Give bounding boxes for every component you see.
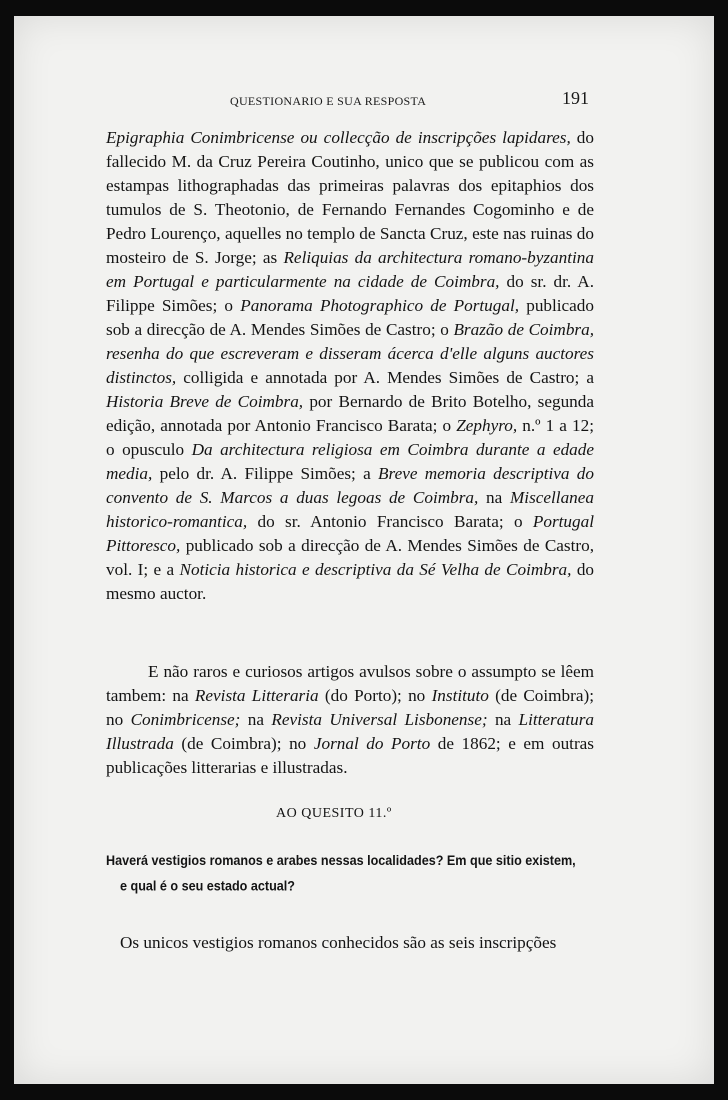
italic-title-segment: Conimbricense;: [130, 710, 241, 729]
italic-title-segment: Revista Universal Lisbonense;: [271, 710, 488, 729]
page-number: 191: [562, 88, 589, 108]
text-segment: n.º 1 a 12; o opusculo: [106, 416, 594, 459]
text-segment: do fallecido M. da Cruz Pereira Coutinho, unico que se publicou com as estampas lithographadas das primeiras palavras dos epitaphios dos tumulos de S. Theotonio, de Fernando Fernandes Cogominho e de Pedro Lourenço, aquelles no templo de Sancta Cruz, este nas ruinas do mosteiro de S. Jorge; as: [106, 128, 594, 267]
italic-title-segment: Da architectura religiosa em Coimbra durante a edade media,: [106, 440, 594, 483]
text-segment: na: [240, 710, 272, 729]
text-segment: do mesmo auctor.: [106, 560, 595, 603]
text-segment: na: [478, 488, 510, 507]
text-segment: colligida e annotada por A. Mendes Simões de Castro; a: [176, 368, 594, 387]
question-line-1: Haverá vestigios romanos e arabes nessas localidades? Em que sitio existem,: [106, 852, 576, 869]
text-segment: publicado sob a direcção de A. Mendes Simões de Castro; o: [106, 296, 594, 339]
paragraph-1: [106, 126, 594, 606]
italic-title-segment: Historia Breve de Coimbra,: [106, 392, 304, 411]
text-segment: publicado sob a direcção de A. Mendes Simões de Castro, vol. I; e a: [106, 536, 594, 579]
text-segment: do sr. Antonio Francisco Barata; o: [247, 512, 533, 531]
question-line-2: e qual é o seu estado actual?: [120, 878, 295, 894]
text-segment: na: [487, 710, 519, 729]
italic-title-segment: Revista Litteraria: [194, 686, 319, 705]
italic-title-segment: Instituto: [431, 686, 489, 705]
italic-title-segment: Brazão de Coimbra, resenha do que escreveram e disseram ácerca d'elle alguns auctores distinctos,: [106, 320, 594, 387]
italic-title-segment: Litteratura Illustrada: [106, 710, 594, 753]
text-segment: (de Coimbra); no: [173, 734, 314, 753]
paragraph-2: [106, 660, 594, 780]
section-title: AO QUESITO 11.º: [276, 806, 392, 821]
italic-title-segment: Noticia historica e descriptiva da Sé Velha de Coimbra,: [179, 560, 572, 579]
italic-title-segment: Breve memoria descriptiva do convento de S. Marcos a duas legoas de Coimbra,: [106, 464, 594, 507]
italic-title-segment: Panorama Photographico de Portugal,: [240, 296, 520, 315]
answer-first-line: Os unicos vestigios romanos conhecidos são as seis inscripções: [120, 933, 557, 952]
text-segment: pelo dr. A. Filippe Simões; a: [152, 464, 379, 483]
italic-title-segment: Epigraphia Conimbricense ou collecção de inscripções lapidares,: [106, 128, 571, 147]
paragraph-articles: [106, 660, 594, 780]
text-segment: (de Coimbra); no: [106, 686, 594, 729]
italic-title-segment: Jornal do Porto: [313, 734, 431, 753]
document-page: [14, 16, 714, 1084]
text-segment: de 1862; e em outras publicações litterarias e illustradas.: [106, 734, 594, 777]
text-segment: E não raros e curiosos artigos avulsos sobre o assumpto se lêem tambem: na: [106, 662, 594, 705]
text-segment: por Bernardo de Brito Botelho, segunda edição, annotada por Antonio Francisco Barata; o: [106, 392, 594, 435]
paragraph-sources: [106, 126, 594, 606]
question-block: [106, 848, 594, 900]
italic-title-segment: Zephyro,: [456, 416, 518, 435]
italic-title-segment: Portugal Pittoresco,: [106, 512, 594, 555]
text-segment: do sr. dr. A. Filippe Simões; o: [106, 272, 595, 315]
italic-title-segment: Reliquias da architectura romano-byzantina em Portugal e particularmente na cidade de Coimbra,: [106, 248, 594, 291]
running-title: QUESTIONARIO E SUA RESPOSTA: [230, 94, 427, 108]
text-segment: (do Porto); no: [318, 686, 432, 705]
italic-title-segment: Miscellanea historico-romantica,: [106, 488, 594, 531]
